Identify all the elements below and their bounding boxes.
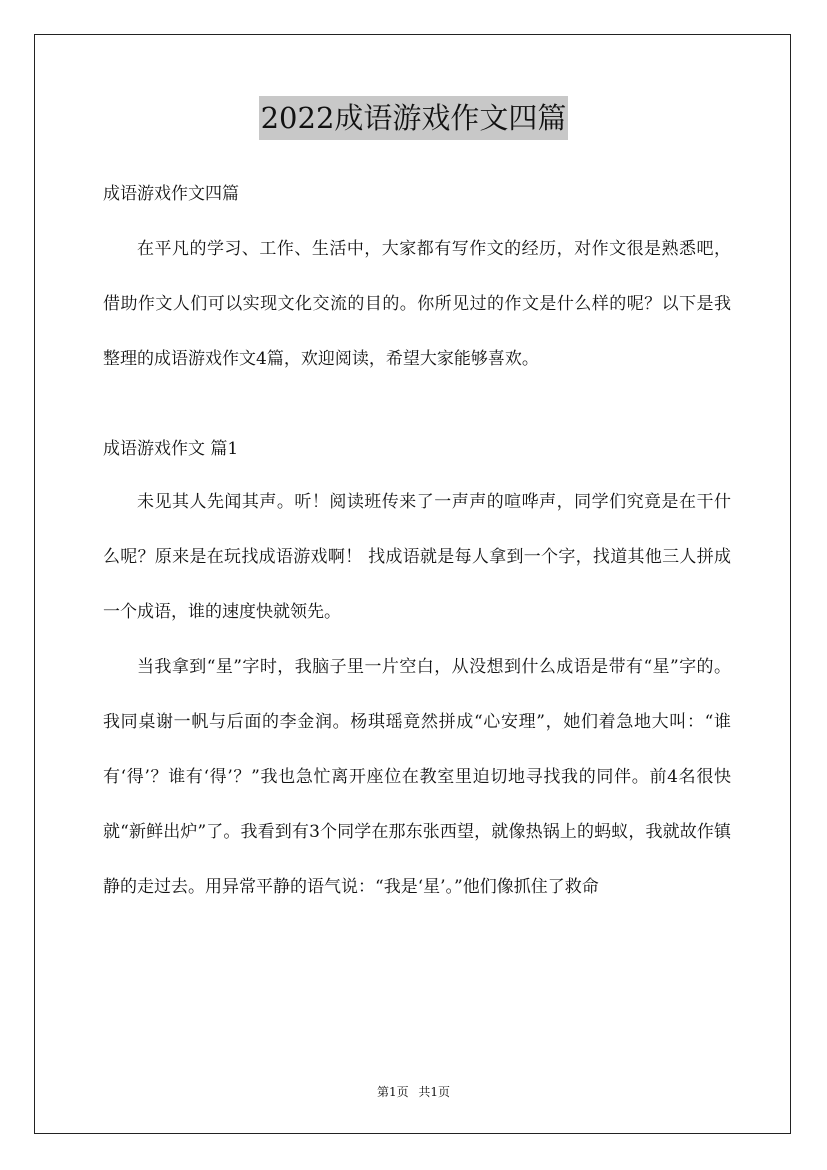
- document-body: [103, 172, 731, 915]
- intro-paragraph: 在平凡的学习、工作、生活中，大家都有写作文的经历，对作文很是熟悉吧，借助作文人们可以实现文化交流的目的。你所见过的作文是什么样的呢？以下是我整理的成语游戏作文4篇，欢迎阅读，希望大家能够喜欢。: [103, 239, 731, 369]
- body-paragraph-1: 未见其人先闻其声。听！阅读班传来了一声声的喧哗声，同学们究竟是在干什么呢？原来是在玩找成语游戏啊！ 找成语就是每人拿到一个字，找道其他三人拼成一个成语，谁的速度快就领先。: [103, 492, 731, 622]
- section-spacer: [103, 387, 731, 427]
- document-title: 2022成语游戏作文四篇: [259, 96, 569, 140]
- page-footer: [0, 1084, 827, 1100]
- body-paragraph-2: 当我拿到“星”字时，我脑子里一片空白，从没想到什么成语是带有“星”字的。我同桌谢一帆与后面的李金润。杨琪瑶竟然拼成“心安理”，她们着急地大叫：“谁有‘得’？谁有‘得’？”我也急忙离开座位在教室里迫切地寻找我的同伴。前4名很快就“新鲜出炉”了。我看到有3个同学在那东张西望，就像热锅上的蚂蚁，我就故作镇静的走过去。用异常平静的语气说：“我是‘星’。”他们像抓住了救命: [103, 657, 731, 897]
- page-total: 共1页: [418, 1085, 451, 1099]
- document-subtitle: 成语游戏作文四篇: [103, 184, 239, 204]
- page-number: 第1页: [376, 1085, 409, 1099]
- title-container: [0, 96, 827, 140]
- section-heading: 成语游戏作文 篇1: [103, 439, 239, 459]
